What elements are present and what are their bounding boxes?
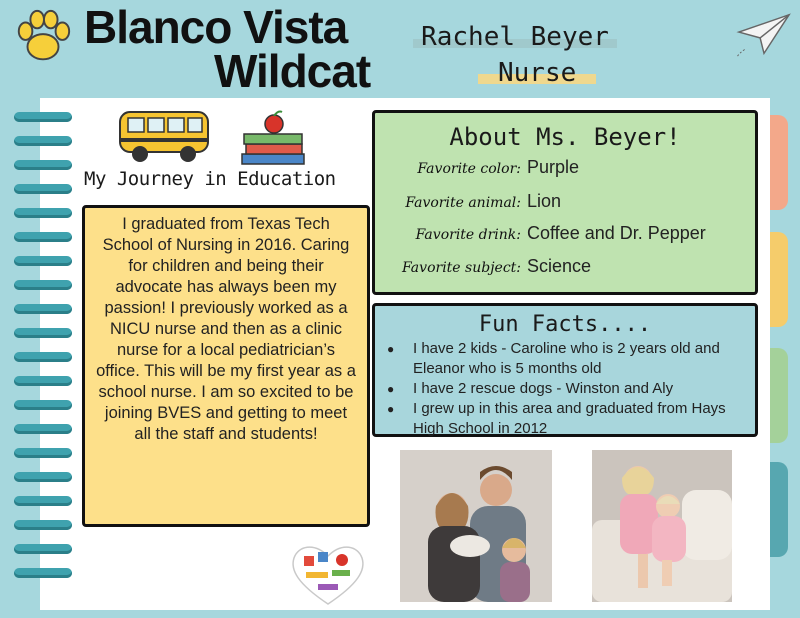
spiral-ring: [14, 232, 72, 242]
favorite-label: Favorite animal:: [405, 195, 521, 211]
about-title: About Ms. Beyer!: [449, 123, 681, 151]
spiral-ring: [14, 376, 72, 386]
spiral-ring: [14, 112, 72, 122]
favorite-label: Favorite drink:: [415, 227, 521, 243]
tab-green: [770, 348, 788, 443]
favorite-value: Lion: [527, 191, 562, 211]
spiral-ring: [14, 280, 72, 290]
favorite-row-subject: [375, 256, 755, 277]
spiral-ring: [14, 568, 72, 578]
favorite-value: Coffee and Dr. Pepper: [527, 223, 706, 243]
family-photo: [400, 450, 552, 602]
kids-photo: [592, 450, 732, 602]
staff-name: Rachel Beyer: [413, 22, 617, 52]
list-item: ● I have 2 kids - Caroline who is 2 years old and Eleanor who is 5 months old: [375, 339, 755, 379]
paw-icon: [12, 6, 74, 68]
staff-role: Nurse: [478, 58, 596, 88]
favorite-row-color: [375, 157, 755, 178]
tab-orange: [770, 115, 788, 210]
list-item: ● I grew up in this area and graduated from Hays High School in 2012: [375, 399, 755, 439]
heart-school-supplies-icon: [288, 540, 368, 608]
spiral-ring: [14, 328, 72, 338]
favorite-value: Purple: [527, 157, 580, 177]
favorite-row-drink: [375, 223, 755, 244]
spiral-ring: [14, 304, 72, 314]
journey-heading: My Journey in Education: [84, 168, 336, 190]
spiral-ring: [14, 472, 72, 482]
spiral-ring: [14, 208, 72, 218]
fun-facts-list: [375, 339, 755, 439]
spiral-ring: [14, 448, 72, 458]
favorite-value: Science: [527, 256, 592, 276]
paper-plane-icon: [735, 10, 793, 60]
spiral-ring: [14, 136, 72, 146]
tab-teal: [770, 462, 788, 557]
spiral-ring: [14, 496, 72, 506]
favorite-label: Favorite subject:: [402, 260, 521, 276]
school-title-line2: Wildcat: [214, 45, 371, 97]
spiral-ring: [14, 160, 72, 170]
school-title: [84, 1, 371, 97]
favorite-label: Favorite color:: [417, 161, 521, 177]
spiral-ring: [14, 184, 72, 194]
spiral-ring: [14, 520, 72, 530]
favorite-row-animal: [375, 191, 755, 212]
fun-facts-box: [372, 303, 758, 437]
tab-yellow: [770, 232, 788, 327]
spiral-ring: [14, 424, 72, 434]
journey-story: I graduated from Texas Tech School of Nursing in 2016. Caring for children and being their advocate has always been my passion! I previously worked as a NICU nurse and then as a clinic nurse for a local pediatrician’s office. This will be my first year as a school nurse. I am so excited to be joining BVES and getting to meet all the staff and students!: [82, 205, 370, 527]
fun-facts-title: Fun Facts....: [478, 312, 652, 337]
books-apple-icon: [238, 108, 308, 168]
spiral-ring: [14, 256, 72, 266]
about-box: [372, 110, 758, 295]
spiral-ring: [14, 352, 72, 362]
spiral-ring: [14, 400, 72, 410]
spiral-ring: [14, 544, 72, 554]
school-bus-icon: [116, 106, 212, 166]
school-title-line1: Blanco Vista: [84, 1, 348, 53]
list-item: ● I have 2 rescue dogs - Winston and Aly: [375, 379, 755, 399]
